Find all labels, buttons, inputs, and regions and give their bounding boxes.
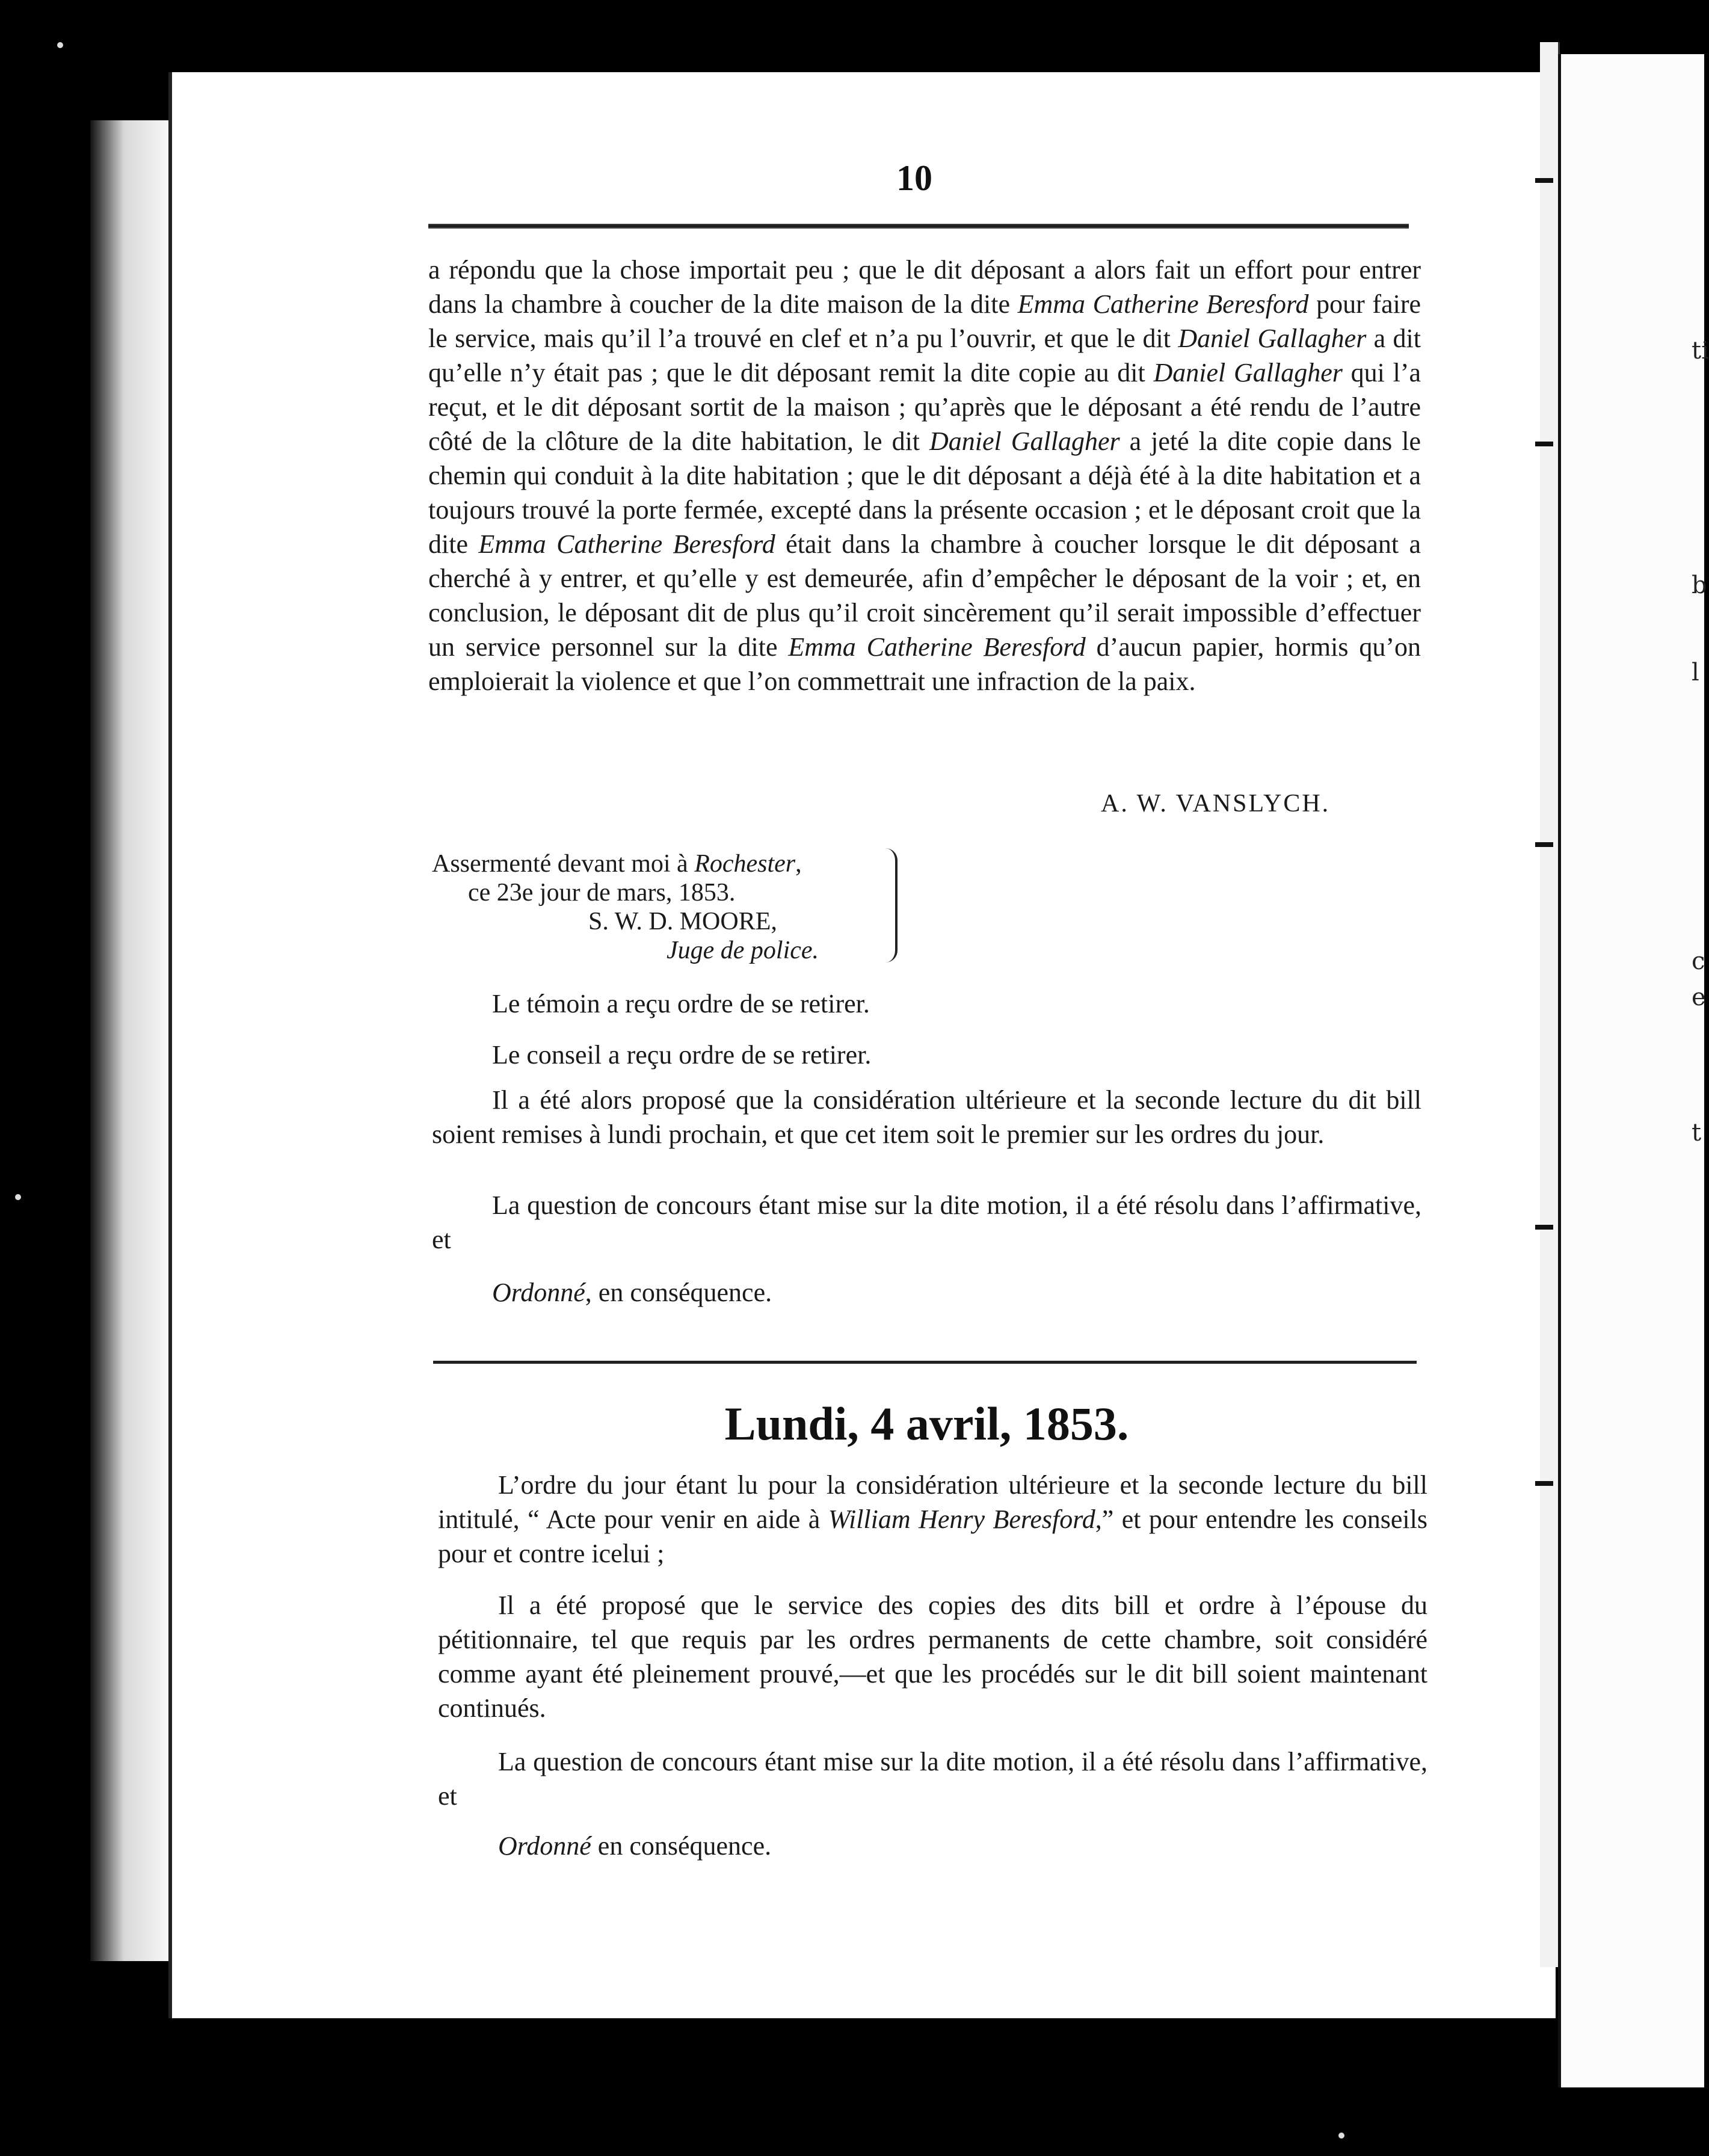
scan-speck (15, 1194, 21, 1200)
deposition-text-segment: a dit qu’elle n’y était pas ; que le dit déposant remit la dite copie au dit (428, 324, 1421, 387)
section-date-heading: Lundi, 4 avril, 1853. (724, 1397, 1129, 1450)
edge-mark (1535, 178, 1553, 183)
edge-mark (1535, 1481, 1553, 1486)
paragraph-witness-withdraw: Le témoin a reçu ordre de se retirer. (492, 989, 870, 1018)
sworn-date: ce 23e jour de mars, 1853. (468, 879, 736, 907)
sworn-line-1 (432, 849, 913, 878)
magistrate-name: S. W. D. MOORE, (588, 908, 777, 935)
deposition-name-italic: Emma Catherine Beresford (788, 632, 1086, 662)
order-text-end: ,” et pour entendre les conseils pour et contre icelui ; (438, 1505, 1428, 1568)
deposition-text-segment: pour faire le service, mais qu’il l’a trouvé en clef et n’a pu l’ouvrir, et que le dit (428, 289, 1421, 353)
paragraph-ordered-2 (438, 1829, 1427, 1863)
deposition-name-italic: Emma Catherine Beresford (1017, 289, 1309, 319)
deponent-signature: A. W. VANSLYCH. (1101, 790, 1331, 818)
sworn-statement-block (432, 849, 913, 965)
facing-page-sliver (1558, 54, 1704, 2087)
paragraph-motion-service: Il a été proposé que le service des copies des dits bill et ordre à l’épouse du pétitionnaire, tel que requis par les ordres permanents de cette chambre, soit considéré comme ayant été pleinement prouvé,—et que les procédés sur le dit bill soient maintenant continués. (438, 1591, 1427, 1723)
ordered-rest: , en conséquence. (585, 1278, 772, 1307)
paragraph-ordered (432, 1275, 1421, 1310)
deposition-text (428, 253, 1421, 698)
edge-mark (1535, 842, 1553, 847)
edge-mark (1535, 442, 1553, 446)
facing-page-letter: t (1692, 1119, 1702, 1147)
deposition-name-italic: Emma Catherine Beresford (478, 529, 775, 559)
scan-speck (57, 42, 63, 48)
paragraph-counsel-withdraw: Le conseil a reçu ordre de se retirer. (492, 1040, 872, 1070)
paragraph-motion-postpone: Il a été alors proposé que la considération ultérieure et la seconde lecture du dit bill soient remises à lundi prochain, et que cet item soit le premier sur les ordres du jour. (432, 1085, 1421, 1149)
page-edge-strip (1540, 42, 1560, 1967)
bracket-brace (877, 848, 898, 962)
facing-page-letter: b (1692, 571, 1707, 599)
deposition-text-segment: a jeté la dite copie dans le chemin qui conduit à la dite habitation ; que le dit déposant a déjà été à la dite habitation et a toujours trouvé la porte fermée, excepté dans la présente occasion ; et le déposant croit que la dite (428, 427, 1421, 559)
facing-page-letter: e (1692, 984, 1706, 1011)
section-rule (433, 1361, 1417, 1364)
bill-person-name: William Henry Beresford (828, 1505, 1095, 1534)
facing-page-letter: ti (1692, 337, 1709, 365)
order-text-start: L’ordre du jour étant lu pour la considération ultérieure et la seconde lecture du bill intitulé, “ Acte pour venir en aide à (438, 1470, 1427, 1534)
edge-mark (1535, 1225, 1553, 1230)
paragraph-order-of-day (438, 1468, 1427, 1571)
deposition-text-segment: a répondu que la chose importait peu ; que le dit déposant a alors fait un effort pour entrer dans la chambre à coucher de la dite maison de la dite (428, 255, 1421, 319)
scan-speck (1338, 2133, 1344, 2139)
deposition-name-italic: Daniel Gallagher (929, 427, 1120, 456)
magistrate-title: Juge de police. (667, 937, 819, 964)
paragraph-question-resolved: La question de concours étant mise sur la dite motion, il a été résolu dans l’affirmative, et (432, 1190, 1421, 1254)
deposition-name-italic: Daniel Gallagher (1178, 324, 1367, 353)
page-gutter-shadow (90, 120, 174, 1961)
sworn-place: Rochester (694, 850, 796, 878)
ordered-rest-2: en conséquence. (591, 1831, 772, 1861)
facing-page-letter: l (1692, 659, 1699, 686)
paragraph-question-resolved-2: La question de concours étant mise sur la dite motion, il a été résolu dans l’affirmative, et (438, 1747, 1427, 1811)
ordered-italic: Ordonné (492, 1278, 585, 1307)
header-rule (428, 224, 1409, 229)
deposition-text-segment: d’aucun papier, hormis qu’on emploierait la violence et que l’on commettrait une infraction de la paix. (428, 632, 1421, 696)
deposition-name-italic: Daniel Gallagher (1153, 358, 1343, 387)
sworn-comma: , (795, 850, 802, 878)
facing-page-letter: c (1692, 947, 1705, 975)
deposition-text-segment: qui l’a reçut, et le dit déposant sortit de la maison ; qu’après que le déposant a été rendu de l’autre côté de la clôture de la dite habitation, le dit (428, 358, 1421, 456)
deposition-text-segment: était dans la chambre à coucher lorsque le dit déposant a cherché à y entrer, et qu’elle y est demeurée, afin d’empêcher le déposant de la voir ; et, en conclusion, le déposant dit de plus qu’il croit sincèrement qu’il serait impossible d’effectuer un service personnel sur la dite (428, 529, 1421, 662)
sworn-prefix: Assermenté devant moi à (432, 850, 695, 878)
page-number: 10 (896, 158, 932, 198)
ordered-italic-2: Ordonné (498, 1831, 591, 1861)
